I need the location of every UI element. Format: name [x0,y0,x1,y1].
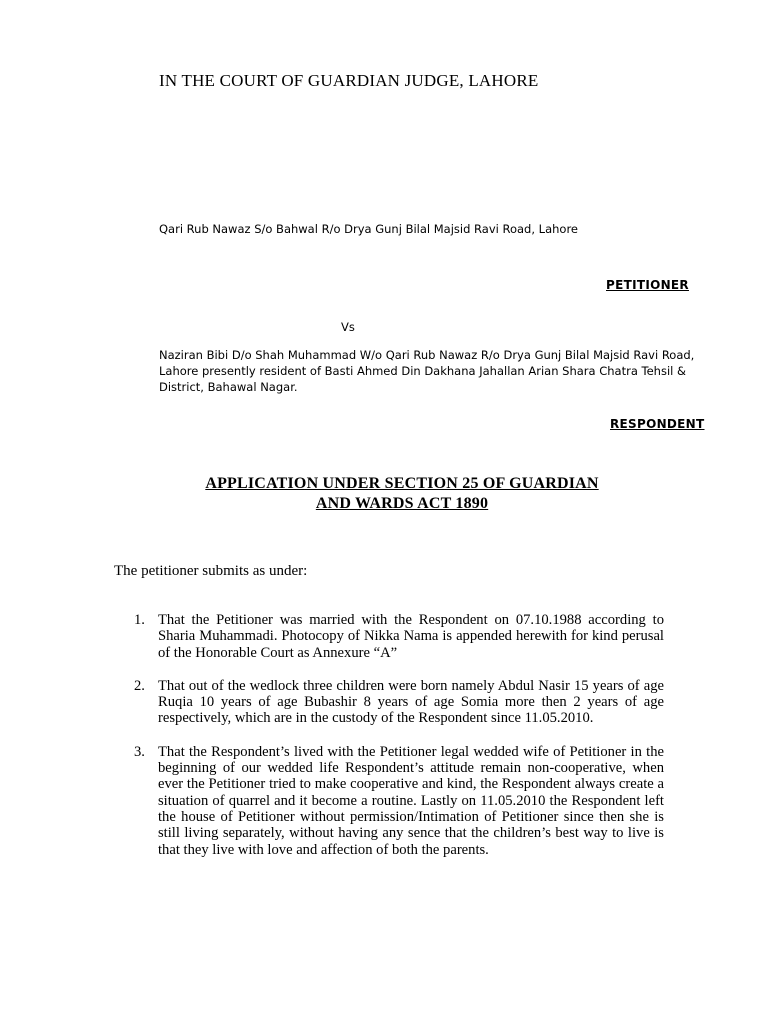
paragraph-number: 3. [134,743,145,760]
petitioner-details: Qari Rub Nawaz S/o Bahwal R/o Drya Gunj Bilal Majsid Ravi Road, Lahore [159,222,578,236]
court-title: IN THE COURT OF GUARDIAN JUDGE, LAHORE [159,71,539,90]
respondent-details: Naziran Bibi D/o Shah Muhammad W/o Qari Rub Nawaz R/o Drya Gunj Bilal Majsid Ravi Road, Lahore presently resident of Basti Ahmed Din Dakhana Jahallan Arian Shara Chatra Tehsil & District, Bahawal Nagar. [159,348,695,394]
paragraph-text: That out of the wedlock three children were born namely Abdul Nasir 15 years of age Ruqia 10 years of age Bubashir 8 years of age Somia more then 2 years of age respectively, which are in the custody of the Respondent since 11.05.2010. [158,677,664,727]
paragraph-number: 1. [134,612,145,628]
versus-label: Vs [341,320,355,334]
application-heading-line-1: APPLICATION UNDER SECTION 25 OF GUARDIAN [205,475,599,492]
intro-text: The petitioner submits as under: [114,563,308,579]
paragraph-number: 2. [134,677,145,694]
paragraph-item [114,678,664,727]
paragraph-item [114,744,664,858]
paragraph-item [114,612,664,661]
application-heading [150,474,654,514]
paragraph-text: That the Petitioner was married with the Respondent on 07.10.1988 according to Sharia Muhammadi. Photocopy of Nikka Nama is appended herewith for kind perusal of the Honorable Court as Annexure “A” [158,612,664,661]
paragraph-text: That the Respondent’s lived with the Petitioner legal wedded wife of Petitioner in the beginning of our wedded life Respondent’s attitude remain non-cooperative, when ever the Petitioner tried to make cooperative and kind, the Respondent always create a situation of quarrel and it become a routine. Lastly on 11.05.2010 the Respondent left the house of Petitioner without permission/Intimation of Petitioner since then she is still living separately, without having any sence that the children’s best way to live is that they live with love and affection of both the parents. [158,743,664,858]
petitioner-label: PETITIONER [606,278,689,292]
respondent-label: RESPONDENT [610,417,705,431]
paragraph-list [114,612,664,875]
application-heading-line-2: AND WARDS ACT 1890 [315,495,489,512]
